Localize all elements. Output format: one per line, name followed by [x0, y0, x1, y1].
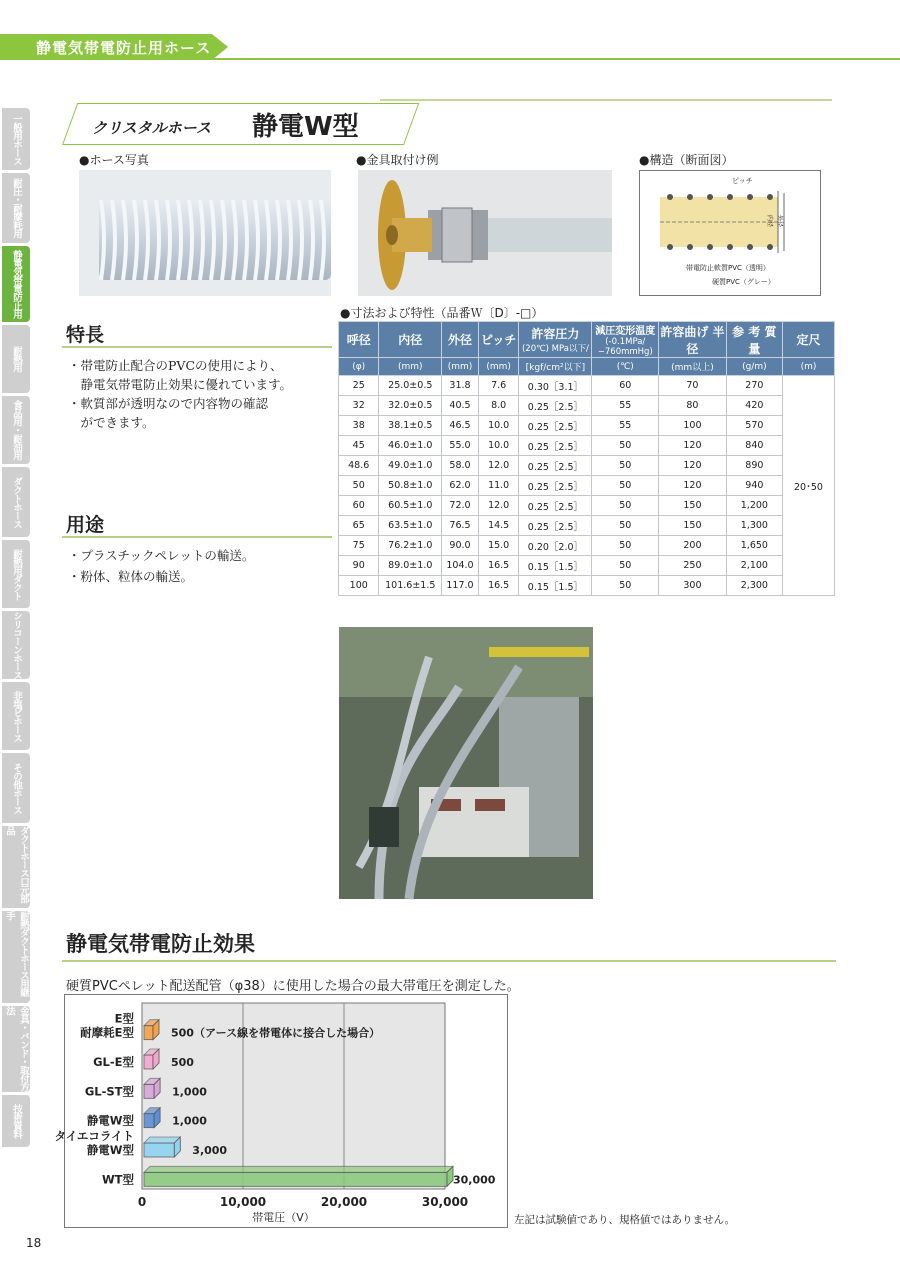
spec-cell: 60	[339, 496, 379, 516]
spec-cell: 840	[726, 436, 782, 456]
spec-cell: 7.6	[478, 376, 519, 396]
spec-cell: 12.0	[478, 496, 519, 516]
spec-row	[339, 416, 835, 436]
hdr-outer: 外径	[442, 322, 479, 358]
banner-line	[212, 58, 900, 60]
spec-cell: 0.25［2.5］	[519, 436, 592, 456]
spec-cell: 62.0	[442, 476, 479, 496]
hdr-pressure	[519, 322, 592, 358]
side-tab[interactable]: 耐圧・耐摩耗用	[2, 173, 30, 243]
spec-cell: 2,300	[726, 576, 782, 596]
spec-cell: 50	[592, 496, 659, 516]
spec-cell: 0.20［2.0］	[519, 536, 592, 556]
bar	[144, 1143, 174, 1157]
spec-cell: 8.0	[478, 396, 519, 416]
side-tab[interactable]: 技術資料	[2, 1095, 30, 1147]
spec-cell: 15.0	[478, 536, 519, 556]
spec-cell: 55	[592, 416, 659, 436]
spec-cell: 49.0±1.0	[379, 456, 442, 476]
spec-cell: 76.2±1.0	[379, 536, 442, 556]
effect-heading: 静電気帯電防止効果	[66, 932, 255, 956]
spec-cell: 0.15［1.5］	[519, 556, 592, 576]
spec-cell: 55	[592, 396, 659, 416]
x-tick-label: 20,000	[320, 1195, 368, 1209]
outer-label: 外径	[776, 215, 783, 228]
spec-cell: 150	[659, 516, 727, 536]
feature-line: ができます。	[68, 415, 155, 430]
section-banner	[0, 34, 900, 60]
side-tab[interactable]: その他ホース	[2, 753, 30, 823]
spec-cell: 11.0	[478, 476, 519, 496]
spec-cell: 90.0	[442, 536, 479, 556]
spec-cell: 89.0±1.0	[379, 556, 442, 576]
feature-line: ・帯電防止配合のPVCの使用により、	[68, 358, 283, 373]
use-line: ・プラスチックペレットの輸送。	[68, 548, 255, 563]
hose-photo	[79, 170, 331, 296]
hdr-temp-title: 減圧変形温度	[595, 326, 656, 337]
spec-cell: 70	[659, 376, 727, 396]
pitch-label: ピッチ	[732, 177, 753, 185]
spec-cell: 101.6±1.5	[379, 576, 442, 596]
feature-line: 静電気帯電防止効果に優れています。	[68, 377, 293, 392]
spec-cell: 16.5	[478, 576, 519, 596]
unit-nominal: (φ)	[339, 358, 379, 376]
spec-cell: 0.25［2.5］	[519, 476, 592, 496]
hdr-temp	[592, 322, 659, 358]
spec-row	[339, 496, 835, 516]
spec-cell: 0.15［1.5］	[519, 576, 592, 596]
factory-illustration	[339, 627, 593, 899]
unit-pitch: (mm)	[478, 358, 519, 376]
bar-value-label: 3,000	[192, 1144, 228, 1157]
spec-cell: 50	[592, 556, 659, 576]
spec-cell: 75	[339, 536, 379, 556]
hdr-pressure-title: 許容圧力	[531, 327, 580, 341]
spec-cell: 32.0±0.5	[379, 396, 442, 416]
spec-cell: 2,100	[726, 556, 782, 576]
spec-cell: 65	[339, 516, 379, 536]
spec-row	[339, 456, 835, 476]
product-title	[62, 103, 406, 145]
spec-cell: 50	[592, 576, 659, 596]
material-label-b: 硬質PVC（グレー）	[712, 278, 775, 286]
spec-row	[339, 376, 835, 396]
bar	[144, 1055, 153, 1069]
voltage-chart	[54, 994, 508, 1228]
fitting-photo	[358, 170, 612, 296]
uses-rule	[62, 536, 332, 538]
spec-cell: 120	[659, 456, 727, 476]
hdr-mass: 参 考 質 量	[726, 322, 782, 358]
side-tab[interactable]: 耐熱用	[2, 325, 30, 393]
x-axis-label: 帯電圧（V）	[252, 1211, 315, 1224]
spec-cell: 58.0	[442, 456, 479, 476]
spec-cell: 100	[339, 576, 379, 596]
spec-row	[339, 556, 835, 576]
spec-cell: 16.5	[478, 556, 519, 576]
x-tick-label: 10,000	[219, 1195, 267, 1209]
spec-cell: 50	[592, 516, 659, 536]
spec-table	[338, 321, 835, 596]
side-tab[interactable]: 一般用ホース	[2, 108, 30, 170]
hdr-bend: 許容曲げ 半 径	[659, 322, 727, 358]
spec-cell: 940	[726, 476, 782, 496]
side-tab[interactable]: ダクトホース	[2, 467, 30, 537]
spec-cell: 80	[659, 396, 727, 416]
page-number: 18	[26, 1236, 42, 1250]
standard-length-cell: 20･50	[782, 376, 834, 596]
unit-mass: (g/m)	[726, 358, 782, 376]
x-tick-label: 30,000	[421, 1195, 469, 1209]
category-label: WT型	[101, 1172, 134, 1187]
spec-cell: 25.0±0.5	[379, 376, 442, 396]
spec-cell: 50	[592, 476, 659, 496]
spec-cell: 48.6	[339, 456, 379, 476]
spec-cell: 0.25［2.5］	[519, 456, 592, 476]
spec-cell: 100	[659, 416, 727, 436]
spec-cell: 50.8±1.0	[379, 476, 442, 496]
spec-cell: 10.0	[478, 416, 519, 436]
use-line: ・粉体、粒体の輸送。	[68, 569, 194, 584]
spec-cell: 63.5±1.0	[379, 516, 442, 536]
bar	[144, 1114, 154, 1128]
spec-cell: 120	[659, 476, 727, 496]
spec-cell: 50	[592, 436, 659, 456]
spec-cell: 0.30［3.1］	[519, 376, 592, 396]
spec-cell: 46.0±1.0	[379, 436, 442, 456]
effect-note: 左記は試験値であり、規格値ではありません。	[514, 1214, 736, 1226]
spec-cell: 45	[339, 436, 379, 456]
bar	[144, 1084, 154, 1098]
spec-unit-row	[339, 358, 835, 376]
spec-cell: 570	[726, 416, 782, 436]
category-label: GL-ST型	[84, 1084, 134, 1099]
hdr-temp-sub: (-0.1MPa/ −760mmHg)	[597, 337, 653, 357]
spec-cell: 150	[659, 496, 727, 516]
side-tab[interactable]: 耐熱用ダクト	[2, 540, 30, 608]
spec-cell: 76.5	[442, 516, 479, 536]
spec-cell: 60	[592, 376, 659, 396]
spec-row	[339, 536, 835, 556]
fitting-illustration	[358, 170, 612, 296]
bar-top	[144, 1166, 453, 1172]
spec-cell: 890	[726, 456, 782, 476]
side-tab[interactable]: 耐熱ダクトホース用継手	[2, 911, 30, 1003]
spec-cell: 0.25［2.5］	[519, 416, 592, 436]
voltage-chart-svg	[54, 995, 507, 1227]
features-heading: 特長	[66, 324, 105, 346]
cross-section-diagram	[639, 170, 821, 296]
product-series: クリスタルホース	[92, 119, 211, 137]
spec-row	[339, 476, 835, 496]
spec-cell: 55.0	[442, 436, 479, 456]
spec-cell: 40.5	[442, 396, 479, 416]
material-label-a: 帯電防止軟質PVC（透明）	[686, 264, 770, 272]
unit-pressure: [kgf/cm²以下]	[519, 358, 592, 376]
spec-cell: 1,200	[726, 496, 782, 516]
uses-heading: 用途	[66, 514, 105, 536]
spec-cell: 60.5±1.0	[379, 496, 442, 516]
spec-cell: 104.0	[442, 556, 479, 576]
hdr-nominal: 呼径	[339, 322, 379, 358]
spec-row	[339, 516, 835, 536]
spec-cell: 1,300	[726, 516, 782, 536]
spec-cell: 1,650	[726, 536, 782, 556]
title-rule	[380, 99, 832, 101]
bar-value-label: 500	[171, 1056, 194, 1069]
bar-value-label: 1,000	[172, 1085, 207, 1099]
spec-table-caption: ●寸法および特性（品番Ｗ〔D〕-□）	[340, 306, 544, 320]
bar	[144, 1026, 153, 1040]
hdr-length: 定尺	[782, 322, 834, 358]
hose-illustration	[79, 170, 331, 296]
spec-row	[339, 396, 835, 416]
spec-cell: 25	[339, 376, 379, 396]
spec-cell: 0.25［2.5］	[519, 396, 592, 416]
spec-cell: 200	[659, 536, 727, 556]
structure-illustration	[640, 171, 820, 295]
unit-inner: (mm)	[379, 358, 442, 376]
spec-cell: 50	[339, 476, 379, 496]
spec-cell: 31.8	[442, 376, 479, 396]
spec-cell: 46.5	[442, 416, 479, 436]
spec-cell: 10.0	[478, 436, 519, 456]
spec-cell: 0.25［2.5］	[519, 496, 592, 516]
category-label: E型	[114, 1011, 134, 1026]
bar-value-label: 500（アース線を帯電体に接合した場合）	[171, 1026, 381, 1040]
spec-cell: 12.0	[478, 456, 519, 476]
spec-cell: 90	[339, 556, 379, 576]
side-tab[interactable]: シリコーンホース	[2, 611, 30, 679]
hdr-pressure-sub: (20℃) MPa以下/	[521, 344, 589, 354]
category-label: GL-E型	[93, 1055, 134, 1069]
spec-cell: 38	[339, 416, 379, 436]
category-label: 耐摩耗E型	[80, 1025, 134, 1040]
side-tab[interactable]: 静電気帯電防止用	[2, 246, 30, 322]
effect-rule	[62, 960, 836, 962]
category-label: 静電W型	[86, 1113, 134, 1128]
unit-outer: (mm)	[442, 358, 479, 376]
spec-cell: 120	[659, 436, 727, 456]
spec-cell: 300	[659, 576, 727, 596]
bar	[144, 1172, 447, 1186]
bar-value-label: 1,000	[172, 1114, 207, 1128]
category-side-tabs	[2, 108, 30, 1150]
factory-photo	[339, 627, 593, 899]
spec-cell: 250	[659, 556, 727, 576]
photo-caption: ●ホース写真	[79, 153, 149, 167]
product-model: 静電W型	[252, 112, 359, 142]
spec-cell: 270	[726, 376, 782, 396]
spec-cell: 50	[592, 456, 659, 476]
spec-cell: 32	[339, 396, 379, 416]
spec-cell: 117.0	[442, 576, 479, 596]
features-rule	[62, 346, 332, 348]
spec-cell: 72.0	[442, 496, 479, 516]
feature-line: ・軟質部が透明なので内容物の確認	[68, 396, 269, 411]
spec-row	[339, 576, 835, 596]
bar-value-label: 30,000	[453, 1173, 496, 1187]
structure-caption: ●構造（断面図）	[639, 153, 734, 167]
side-tab[interactable]: 金具・バンド・取付方法	[4, 1006, 29, 1091]
category-label: 静電W型	[86, 1143, 134, 1157]
category-label: タイエコライト	[54, 1129, 134, 1143]
hdr-pitch: ピッチ	[478, 322, 519, 358]
side-tab[interactable]: 非塩ビホース	[2, 682, 30, 750]
spec-header-row	[339, 322, 835, 358]
spec-cell: 38.1±0.5	[379, 416, 442, 436]
unit-length: (m)	[782, 358, 834, 376]
unit-bend: (mm以上)	[659, 358, 727, 376]
spec-cell: 420	[726, 396, 782, 416]
spec-cell: 0.25［2.5］	[519, 516, 592, 536]
x-tick-label: 0	[137, 1195, 147, 1209]
side-tab[interactable]: 食品用・耐油用	[2, 396, 30, 464]
effect-description: 硬質PVCペレット配送配管（φ38）に使用した場合の最大帯電圧を測定した。	[66, 979, 520, 994]
unit-temp: (℃)	[592, 358, 659, 376]
spec-cell: 50	[592, 536, 659, 556]
fitting-caption: ●金具取付け例	[356, 153, 439, 167]
spec-cell: 14.5	[478, 516, 519, 536]
side-tab[interactable]: ダクトホース口元部品	[2, 826, 30, 908]
section-title: 静電気帯電防止用ホース	[36, 39, 212, 57]
inner-label: 内径	[766, 215, 773, 228]
spec-row	[339, 436, 835, 456]
hdr-inner: 内径	[379, 322, 442, 358]
